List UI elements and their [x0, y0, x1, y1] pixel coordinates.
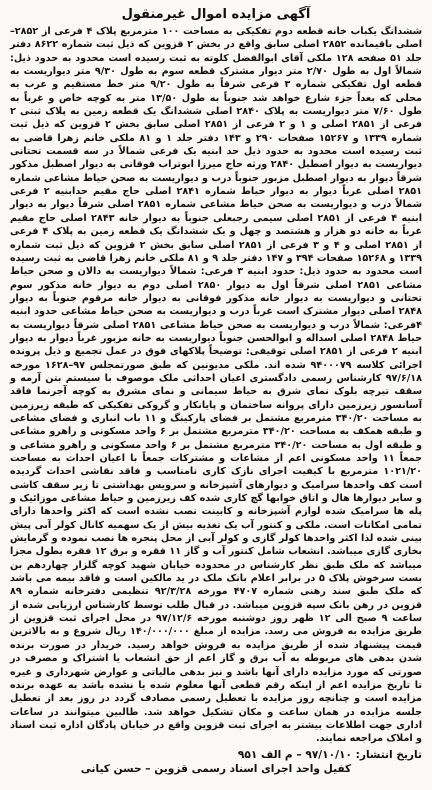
notice-footer	[10, 748, 422, 777]
notice-paragraph: ششدانگ یکباب خانه قطعه دوم تفکیکی به مساحت ۱۰۰ مترمربع پلاک ۴ فرعی از ۲۸۵۲– اصلی باقیمانده ۲۸۵۲ اصلی سابق واقع در بخش ۲ قزوین که ذیل ثبت شماره ۸۶۲۲ دفتر جلد ۵۱ صفحه ۱۲۸ ملکی آقای ابوالفضل کلوته به ثبت رسیده است محدود به حدود ذیل: شمالاً اول به طول ۲/۷۰ متر دیوار مشترک قطعه سوم به طول ۹/۳۰ متر دیواریست به قطعه اول تفکیکی شماره ۳ فرعی شرقاً به طول ۹/۲۰ متر خط مستقیم و عرب به محلی که بعداً جزء شارع خواهد شد جنوباً به طول ۱۳/۵۰ متر به کوچه خاص و غرباً به طول ۷/۶۰ متر دیواریست به پلاک ۲۸۴۰ اصلی ششدانگ یک قطعه زمین به پلاک ثبتی ۲ فرعی از ۲۸۵۱ اصلی و ۱ و ۲ فرعی از ۲۸۵۱ اصلی سابق بخش ۲ قزوین که ذیل ثبت شماره ۱۳۳۹ و ۱۵۲۶۷ صفحات ۲۹۰ و ۱۴۳ دفتر جلد ۱ و ۸۱ ملکی خانم زهرا قاضی به ثبت رسیده است محدود به حدود ذیل حد ابنیه یک فرعی شمالاً در سه قسمت تحتانی دیواریست به دیوار اصطبل ۲۸۴۰ ورثه حاج میرزا ابوتراب فوقانی به دیوار اصطبل مذکور شرقاً دیوار به دیوار اصطبل مزبور جنوباً درب و دیواریست به صحن حیاط مشاعی شماره ۲۸۵۱ اصلی غرباً دیوار به دیوار حیاط شماره ۲۸۴۱ اصلی حاج مقیم حدابنیه ۲ فرعی شمالاً درب و دیواریست به صحن حیاط مشاعی شماره ۲۸۵۱ اصلی شرقاً دیوار به دیوار ابنیه ۴ فرعی از ۲۸۵۱ اصلی سیمی رجبعلی جنوباً به دیوار خانه ۲۸۴۳ اصلی حاج مقیم غرباً به خانه دو هزار و هشتصد و چهل و یک ششدانگ یک قطعه زمین به پلاک ۴ فرعی از ۲۸۵۱ اصلی و ۴ و ۳ فرعی از ۲۸۵۱ اصلی سابق بخش ۲ قزوین که ذیل ثبت شماره ۱۳۳۹ و ۱۵۲۶۸ صفحات ۳۹۴ و ۱۴۷ دفتر جلد ۹ و ۸۱ ملکی خانم زهرا قاضی به ثبت رسیده است محدود به حدود ذیل: حدود ابنیه ۳ فرعی: شمالاً دیواریست به دالان و صحن حیاط مشاعی ۲۸۵۱ اصلی شرقاً اول به دیوار ۲۸۵۰ اصلی دوم به دیوار خانه مذکور سوم تحتانی و دیواریست به دیوار خانه مذکور فوقانی به دیوار خانه مرقوم جنوباً به دیوار ۲۸۴۸ اصلی دیوار مشترک است غرباً درب و دیواریست به صحن حیاط مشاعی حدود ابنیه ۴فرعی: شمالاً درب و دیواریست به صحن حیاط مشاعی ۲۸۵۱ اصلی شرقاً دیواریست به حیاط ۲۸۴۸ اصلی اسداله و ابوالحسن جنوباً دیواریست به خانه مزبور غرباً دیوار به دیوار ابنیه ۲ فرعی از ۲۸۵۱ اصلی توقیفی: توضیحاً پلاکهای فوق در عمل تجمیع و ذیل پرونده اجرائی کلاسه ۹۴۰۰۰۷۹ شده اند. ملکی مدیونین که طبق صورتمجلس ۹۷–۱۶۲۸ مورخه ۹۷/۶/۱۸ کارشناس رسمی دادگستری اعیان احداثی ملک موصوف با سیستم بتن آرمه و سقف تیرچه بلوک نمای شرق به حیاط سیمانی و نمای مشرق به کوچه آجرنما فاقد آسانسور زیرزمین دارای پروانه ساختمان و پایانکار و گروکی تفکیکی که طبقه زیرزمین به مساحت ۳۴۰/۲۰ مترمربع مشتمل بر فضای پارکینگ و ۱۱ باب انباری و فضای مشاعی و طبقه همکف به مساحت ۳۴۰/۲۰ مترمربع مشتمل بر ۶ واحد مسکونی و راهرو مشاعی و طبقه اول به مساحت ۳۴۰/۲۰ مترمربع مشتمل بر ۶ واحد مسکونی و راهرو مشاعی و جمعاً ۱۱ واحد مسکونی اعم از مشاعات و مشترکات جمعاً با اعیان احداث به مساحت ۱۰۲۱/۲۰ مترمربع با کیفیت اجرای نازک کاری نامناسب و فاقد نقاشی احداث گردیده است کف واحدها سرامیک و دیوارهای آشپزخانه و سرویس بهداشتی تا زیر سقف کاشی و سایر دیوارها هال و اتاق خوابها گچ کاری شده کف زیرزمین و حیاط مشاعی موزائیک و پله ها سرامیک شده لوازم آشپزخانه و کابینت نصب نشده است که اکثر واحدها دارای تمامی امکانات است. ملکی و کنتور آب یک تغذیه بیش از یک سهمیه کانال کولر آبی پیش بینی شده لذا اکثر واحدها کولر گازی و کولر آبی از محل پنجره ها نصب نموده و گرمایش بخاری گازی میباشد. انشعاب شامل کنتور آب و گاز ۱۱ فقره و برق ۱۲ فقره بطول مجزا میباشد که ملک طبق نظر کارشناس در محدوده خیابان شهید کوچه گلزار چهاردهم بن بست سرخوش پلاک ۵ در برابر اعلام بانک ملک در ید مالکین است و فاقد بیمه می باشد که ملک طبق سند رهنی شماره ۴۷۰۷ مورخه ۹۲/۳/۲۸ تنظیمی دفترخانه شماره ۸۹ قزوین در رهن بانک سپه قزوین میباشد. در قبال طلب توسط کارشناس ارزیابی شده از ساعت ۹ صبح الی ۱۲ ظهر روز دوشنبه مورخه ۹۷/۱۲/۶ در محل اجرای ثبت قزوین از طریق مزایده به فروش می رسد. مزایده از مبلغ ۱۴۰/۰۰۰/۰۰۰ ریال شروع و به بالاترین قیمت پیشنهاد شده از طریق مزایده به فروش خواهد رسید. خریدار در صورت برنده شدن بدهی های مربوطه به آب برق و گاز اعم از حق انشعاب یا اشتراک و مصرف در صورتی که مورد مزایده دارای آنها باشد و نیز بدهی مالیاتی و عوارض شهرداری و غیره تا تاریخ مزایده اعم از اینکه رقم قطعی آنها معلوم شده یا نشده باشد به عهده برنده مزایده است و چنانچه روز مزایده با تعطیل رسمی مصادف گردد در روز بعد از تعطیل جلسه مزایده در همان ساعت و مکان تشکیل خواهد شد. طالبین میتوانند در ساعات اداری جهت اطلاعات بیشتر به اجرای ثبت قزوین واقع در خیابان پادگان اداره ثبت اسناد و املاک مراجعه نمایند.	[10, 26, 423, 745]
notice-body	[10, 25, 422, 746]
publication-date: تاریخ انتشار: ۹۷/۱۰/۱۰ – م الف ۹۵۱	[237, 748, 422, 761]
notice-title: آگهی مزایده اموال غیرمنقول	[121, 7, 311, 22]
signature-line: کفیل واحد اجرای اسناد رسمی قزوین – حسن کیانی	[80, 763, 352, 776]
